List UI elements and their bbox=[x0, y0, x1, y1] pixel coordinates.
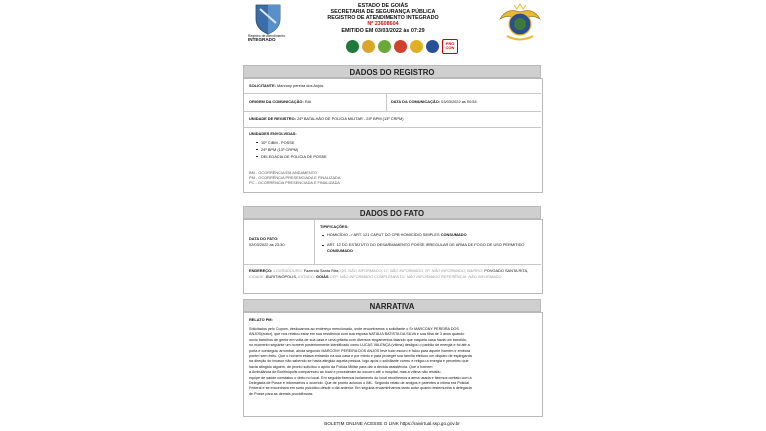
logo-caption-line2: INTEGRADO bbox=[248, 37, 276, 42]
procon-label-1: PRO bbox=[445, 41, 455, 46]
relato-line: porta e conseguiu arrombar, ainda segundo MARCONY PEREIRA DOS ANJOS teve tudo escuro e falou para aquele homem ir embora bbox=[249, 348, 471, 353]
header-emitted: EMITIDO EM 03/03/2022 às 07:29 bbox=[341, 28, 425, 34]
endereco-qd: QD. NÃO INFORMADO, LT. NÃO INFORMADO, Nº. NÃO INFORMADO, BAIRRO: bbox=[340, 268, 484, 273]
tipificacao-2-text: ART. 12 DO ESTATUTO DO DESARMAMENTO POSSE IRREGULAR DE ARMA DE FOGO DE USO PERMITIDO bbox=[327, 242, 525, 247]
header-state: ESTADO DE GOIÁS bbox=[358, 3, 408, 9]
origem-field bbox=[249, 99, 311, 105]
logradouro-value: Fazenda Santa Rita, bbox=[303, 268, 340, 273]
status-legend bbox=[249, 170, 340, 186]
estado-value: GOIÁS bbox=[316, 273, 329, 279]
row-divider bbox=[243, 111, 541, 112]
bullet bbox=[322, 235, 324, 237]
estado-label: ESTADO: bbox=[298, 273, 315, 279]
data-fato-value: 02/03/2022 as 23:30 bbox=[249, 241, 285, 247]
list-item: 10º CIBM - POSSE bbox=[254, 139, 327, 146]
list-item: DELEGACIA DE POLÍCIA DE POSSE bbox=[254, 153, 327, 160]
relato-line: equipe de saúde constatou o óbito no local. Em seguida fizemos isolamento do local recolhemos a arma usada e fizemos contato com a bbox=[249, 375, 472, 380]
endereco-label: ENDEREÇO: bbox=[249, 268, 273, 273]
dgap-emblem-icon bbox=[426, 40, 439, 53]
legend-pc: PC - OCORRÊNCIA PRESENCIADA E FINALIZADA bbox=[249, 180, 341, 186]
col-divider bbox=[314, 219, 315, 264]
relato-label: RELATO PM: bbox=[249, 317, 273, 322]
unidades-envolvidas-list bbox=[254, 139, 327, 160]
header-number: Nº 23608604 bbox=[367, 21, 399, 27]
tipificacao-2-status: CONSUMADO bbox=[327, 247, 353, 253]
data-comunicacao-label: DATA DA COMUNICAÇÃO: bbox=[391, 99, 441, 104]
logradouro-label: LOGRADOURO: bbox=[273, 268, 303, 273]
legend-pm: PM - OCORRÊNCIA PRESENCIADA E FINALIZADA bbox=[249, 175, 341, 181]
endereco-field bbox=[249, 268, 536, 279]
unidade-label: UNIDADE DE REGISTRO: bbox=[249, 116, 296, 121]
tipificacao-1-status: CONSUMADO bbox=[440, 232, 467, 237]
relato-line: Federal e se encontrava em surto psicótico desde o dia anterior. Em seguida encaminhamos tanto autor quanto testemunha à delegacia bbox=[249, 386, 472, 391]
stp-emblem-icon bbox=[410, 40, 423, 53]
header-registro: REGISTRO DE ATENDIMENTO INTEGRADO bbox=[327, 15, 439, 21]
unidade-value: 24º BATALHÃO DE POLÍCIA MILITAR - 24º BPM (13º CRPM) bbox=[297, 116, 404, 121]
tipificacao-1-text: HOMICÍDIO -> ART. 121 CAPUT DO CPB HOMICÍDIO SIMPLES bbox=[327, 232, 440, 237]
header-secretariat: SECRETARIA DE SEGURANÇA PÚBLICA bbox=[330, 9, 436, 15]
endereco-rest: CEP: NÃO INFORMADO COMPLEMENTO: NÃO INFORMADO REFERÊNCIA: NÃO INFORMADO bbox=[329, 273, 502, 279]
pm-emblem-icon bbox=[346, 40, 359, 53]
cidade-label: CIDADE: bbox=[249, 273, 265, 279]
unidade-field bbox=[249, 116, 404, 122]
origem-label: ORIGEM DA COMUNICAÇÃO: bbox=[249, 99, 304, 104]
tipificacoes-label: TIPIFICAÇÕES: bbox=[320, 224, 349, 229]
list-item: 24º BPM (13º CRPM) bbox=[254, 146, 327, 153]
bm-emblem-icon bbox=[378, 40, 391, 53]
col-divider bbox=[386, 93, 387, 111]
tipificacao-1 bbox=[320, 232, 542, 238]
relato-line: ouviu barulhos de gente em volta de sua casa e uma gritaria com diversos xingamentos falando que naquela casa havia um bandido, bbox=[249, 337, 467, 342]
fato-box bbox=[243, 219, 543, 294]
detran-emblem-icon bbox=[394, 40, 407, 53]
solicitante-value: Marcony pereira dos Anjos. bbox=[277, 83, 325, 88]
relato-line: na direção do invasor não sabendo se havia atingido aquela pessoa, logo após o solicitante correu e religou a energia e percebeu que bbox=[249, 359, 469, 364]
relato-line: havia atingido alguém, de pronto solicitou o apoio da Polícia Militar para dar a devida assistência. Que o homem bbox=[249, 364, 433, 369]
logo-caption-line1: Registro de Atendimento bbox=[248, 34, 286, 38]
section-title-narrativa: NARRATIVA bbox=[243, 299, 541, 312]
relato-line: de Posse para as demais providências. bbox=[249, 391, 314, 396]
bairro-value: POVOADO SANTA RITA, bbox=[484, 268, 529, 273]
relato-text bbox=[249, 327, 537, 397]
cidade-value: BURITINÓPOLIS, bbox=[265, 273, 298, 279]
procon-emblem-icon bbox=[442, 39, 458, 54]
data-comunicacao-field bbox=[391, 99, 477, 105]
relato-line: Solicitados pelo Copom, deslocamos ao endereço mencionado, onde encontramos o solicitante o Sr MARCONY PEREIRA DOS bbox=[249, 327, 459, 331]
unidades-envolvidas-label: UNIDADES ENVOLVIDAS: bbox=[249, 131, 297, 136]
legend-bm: BM - OCORRÊNCIA EM ANDAMENTO bbox=[249, 170, 318, 175]
agency-emblems bbox=[346, 38, 458, 54]
solicitante-label: SOLICITANTE: bbox=[249, 83, 276, 88]
pc-emblem-icon bbox=[362, 40, 375, 53]
data-comunicacao-value: 03/03/2022 as 00:54 bbox=[441, 99, 477, 104]
logo-caption bbox=[248, 34, 288, 42]
bullet bbox=[322, 245, 324, 247]
procon-label-2: CON bbox=[445, 45, 455, 50]
footer-link[interactable]: BOLETIM ONLINE ACESSE O LINK https://raivirtual.ssp.go.gov.br bbox=[324, 421, 460, 426]
tipificacao-2 bbox=[320, 242, 540, 253]
solicitante-field bbox=[249, 83, 324, 89]
row-divider bbox=[243, 264, 541, 265]
relato-line: a Ambulância de Buritinópolis compareceu ao local e procederam ao socorro até o hospital, mas a vítima não resistiu. bbox=[249, 370, 442, 375]
relato-line: porém sem êxito. Que o homem estava entrando na sua casa e por medo e para proteger sua família efetuou um disparo de espingarda bbox=[249, 354, 472, 359]
relato-line: Delegacia de Posse e informamos o ocorrido. Que de pronto acionou o IML. Segundo relato de amigos e parentes a vítima era Policial bbox=[249, 381, 469, 386]
row-divider bbox=[243, 127, 541, 128]
relato-line: no momento seguinte um homem posteriormente identificado como LUCAS VALENÇA (vítima) desligou o padrão de energia e foi até a bbox=[249, 343, 470, 348]
origem-value: RAI bbox=[304, 99, 312, 104]
data-fato-field bbox=[249, 236, 284, 247]
section-title-fato: DADOS DO FATO bbox=[243, 206, 541, 219]
data-fato-label: DATA DO FATO: bbox=[249, 236, 279, 241]
relato-line: ANJOS(autor), que nos relatou estar em sua residência com sua esposa NATÁLIA BATISTA DA SILVA e sua filha de 3 anos quando bbox=[249, 332, 465, 337]
section-title-registro: DADOS DO REGISTRO bbox=[243, 65, 541, 78]
row-divider bbox=[243, 93, 541, 94]
